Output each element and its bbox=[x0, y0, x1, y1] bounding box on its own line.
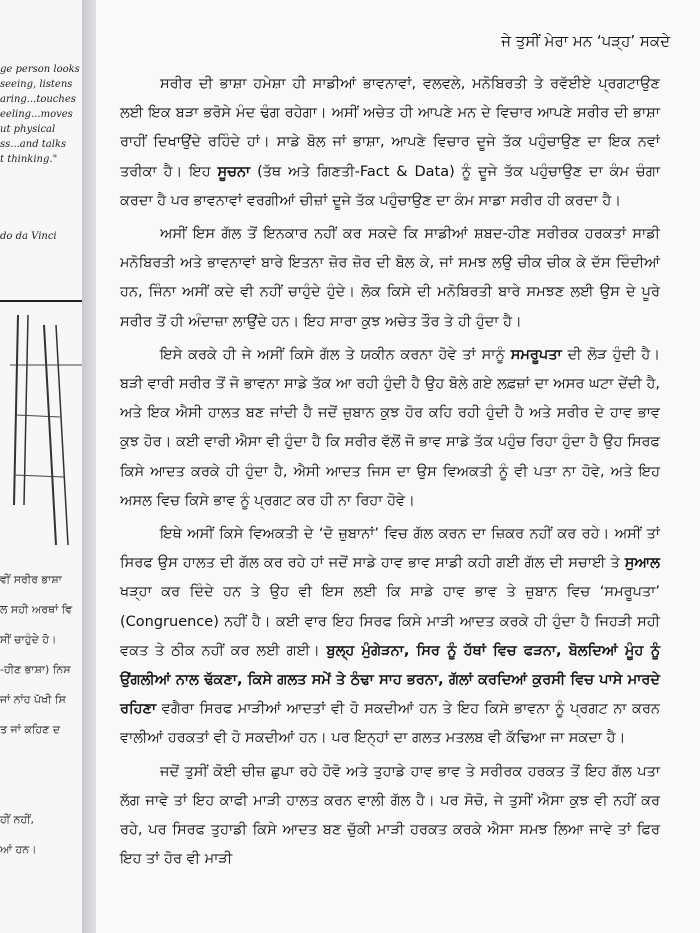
ladder-illustration bbox=[0, 305, 86, 550]
running-head: ਜੇ ਤੁਸੀਂ ਮੇਰਾ ਮਨ ‘ਪੜ੍ਹ’ ਸਕਦੇ bbox=[501, 32, 670, 50]
quote-line: t thinking." bbox=[0, 154, 58, 165]
fragment-line: ਤ ਜਾਂ ਕਹਿਣ ਦ bbox=[0, 723, 61, 736]
quote-line: ut physical bbox=[0, 124, 56, 135]
text-run: ਦੀ ਲੋੜ ਹੁੰਦੀ ਹੈ। ਬੜੀ ਵਾਰੀ ਸਰੀਰ ਤੋਂ ਜੋ ਭਾਵਨਾ ਸਾਡੇ ਤੱਕ ਆ ਰਹੀ ਹੁੰਦੀ ਹੈ ਉਹ ਬੋਲੇ ਗਏ ਲਫ਼ਜ਼ਾਂ ਦਾ ਅਸਰ ਘਟਾ ਦੇਂਦੀ ਹੈ, ਅਤੇ ਇਕ ਐਸੀ ਹਾਲਤ ਬਣ ਜਾਂਦੀ ਹੈ ਜਦੋਂ ਜ਼ੁਬਾਨ ਕੁਝ ਹੋਰ ਕਹਿ ਰਹੀ ਹੁੰਦੀ ਹੈ ਅਤੇ ਸਰੀਰ ਦੇ ਹਾਵ ਭਾਵ ਕੁਝ ਹੋਰ। ਕਈ ਵਾਰੀ ਐਸਾ ਵੀ ਹੁੰਦਾ ਹੈ ਕਿ ਸਰੀਰ ਵੱਲੋਂ ਜੋ ਭਾਵ ਸਾਡੇ ਤੱਕ ਪਹੁੰਚ ਰਿਹਾ ਹੁੰਦਾ ਹੈ ਉਹ ਸਿਰਫ ਕਿਸੇ ਆਦਤ ਕਰਕੇ ਹੀ ਹੁੰਦਾ ਹੈ, ਐਸੀ ਆਦਤ ਜਿਸ ਦਾ ਉਸ ਵਿਅਕਤੀ ਨੂੰ ਵੀ ਪਤਾ ਨਾ ਹੋਵੇ, ਅਤੇ ਇਹ ਅਸਲ ਵਿਚ ਕਿਸੇ ਭਾਵ ਨੂੰ ਪ੍ਰਗਟ ਕਰ ਹੀ ਨਾ ਰਿਹਾ ਹੋਵੇ। bbox=[120, 346, 661, 509]
quote-line: eeling...moves bbox=[0, 109, 73, 120]
text-run: ਇਸੇ ਕਰਕੇ ਹੀ ਜੇ ਅਸੀਂ ਕਿਸੇ ਗੱਲ ਤੇ ਯਕੀਨ ਕਰਨਾ ਹੋਵੇ ਤਾਂ ਸਾਨੂੰ bbox=[160, 346, 511, 363]
quote-box bbox=[0, 62, 86, 167]
fragment-line: ਆਂ ਹਨ। bbox=[0, 843, 37, 856]
fragment-line: ਹੀਂ ਨਹੀਂ, bbox=[0, 813, 34, 826]
fragment-line: ਜਾਂ ਨਾਂਹ ਪੱਖੀ ਸਿ bbox=[0, 693, 66, 706]
body-text bbox=[120, 70, 660, 878]
fragment-line: ਲ ਸਹੀ ਅਰਥਾਂ ਵਿ bbox=[0, 603, 73, 616]
emphasized-text: ਬੁਲ੍ਹ ਮੁੰਗੇੜਨਾ, ਸਿਰ ਨੂੰ ਹੱਥਾਂ ਵਿਚ ਫੜਨਾ, ਬੋਲਦਿਆਂ ਮੂੰਹ ਨੂੰ ਉਂਗਲੀਆਂ ਨਾਲ ਢੱਕਣਾ, ਕਿਸੇ ਗਲਤ ਸਮੇਂ ਤੇ ਠੰਢਾ ਸਾਹ ਭਰਨਾ, ਗੱਲਾਂ ਕਰਦਿਆਂ ਕੁਰਸੀ ਵਿਚ ਪਾਸੇ ਮਾਰਦੇ ਰਹਿਣਾ bbox=[120, 642, 660, 718]
emphasized-text: ਸੁਆਲ bbox=[624, 555, 660, 572]
text-run: ਸਰੀਰ ਦੀ ਭਾਸ਼ਾ ਹਮੇਸ਼ਾ ਹੀ ਸਾਡੀਆਂ ਭਾਵਨਾਵਾਂ, ਵਲਵਲੇ, ਮਨੋਬਿਰਤੀ ਤੇ ਰਵੱਈਏ ਪ੍ਰਗਟਾਉਣ ਲਈ ਇਕ ਬੜਾ ਭਰੋਸੇ ਮੰਦ ਢੰਗ ਰਹੇਗਾ। ਅਸੀਂ ਅਚੇਤ ਹੀ ਆਪਣੇ ਮਨ ਦੇ ਵਿਚਾਰ ਆਪਣੇ ਸਰੀਰ ਦੀ ਭਾਸ਼ਾ ਰਾਹੀਂ ਦਿਖਾਉਂਦੇ ਰਹਿੰਦੇ ਹਾਂ। ਸਾਡੇ ਬੋਲ ਜਾਂ ਭਾਸ਼ਾ, ਆਪਣੇ ਵਿਚਾਰ ਦੂਜੇ ਤੱਕ ਪਹੁੰਚਾਉਣ ਦਾ ਇਕ ਨਵਾਂ ਤਰੀਕਾ ਹੈ। ਇਹ bbox=[120, 76, 660, 180]
emphasized-text: ਸੂਚਨਾ bbox=[217, 163, 251, 180]
left-page-fragments bbox=[0, 565, 86, 865]
quote-line: ss...and talks bbox=[0, 139, 67, 150]
paragraph bbox=[120, 220, 660, 337]
fragment-line bbox=[0, 775, 86, 805]
quote-author: do da Vinci bbox=[0, 231, 57, 242]
paragraph bbox=[120, 520, 660, 754]
fragment-line bbox=[0, 745, 86, 775]
text-run: ਵਗੈਰਾ ਸਿਰਫ ਮਾੜੀਆਂ ਆਦਤਾਂ ਵੀ ਹੋ ਸਕਦੀਆਂ ਹਨ ਤੇ ਇਹ ਕਿਸੇ ਭਾਵਨਾ ਨੂੰ ਪ੍ਰਗਟ ਨਾ ਕਰਨ ਵਾਲੀਆਂ ਹਰਕਤਾਂ ਵੀ ਹੋ ਸਕਦੀਆਂ ਹਨ। ਪਰ ਇਨ੍ਹਾਂ ਦਾ ਗਲਤ ਮਤਲਬ ਵੀ ਕੱਢਿਆ ਜਾ ਸਕਦਾ ਹੈ। bbox=[120, 701, 660, 747]
quote-line: ge person looks bbox=[0, 64, 80, 75]
fragment-line: ਸੀਂ ਚਾਹੁੰਦੇ ਹੋ। bbox=[0, 633, 57, 646]
emphasized-text: ਸਮਰੂਪਤਾ bbox=[510, 346, 562, 363]
paragraph bbox=[120, 341, 660, 516]
quote-line: aring...touches bbox=[0, 94, 76, 105]
fragment-line: ਵੀਂ ਸਰੀਰ ਭਾਸ਼ਾ bbox=[0, 573, 62, 586]
paragraph bbox=[120, 758, 660, 875]
fragment-line: -ਹੀਣ ਭਾਸ਼ਾ) ਨਿਸ bbox=[0, 663, 71, 676]
left-page bbox=[0, 0, 86, 933]
text-run: ਖੜ੍ਹਾ ਕਰ ਦਿੰਦੇ ਹਨ ਤੇ ਉਹ ਵੀ ਇਸ ਲਈ ਕਿ ਸਾਡੇ ਹਾਵ ਭਾਵ ਤੇ ਜ਼ੁਬਾਨ ਵਿਚ ‘ਸਮਰੂਪਤਾ’ (Congruence) ਨਹੀਂ ਹੈ। ਕਈ ਵਾਰ ਇਹ ਸਿਰਫ ਕਿਸੇ ਮਾੜੀ ਆਦਤ ਕਰਕੇ ਹੀ ਹੁੰਦਾ ਹੈ ਜਿਹੜੀ ਸਹੀ ਵਕਤ ਤੇ ਠੀਕ ਨਹੀਂ ਕਰ ਲਈ ਗਈ। bbox=[120, 584, 660, 659]
text-run: (ਤੱਥ ਅਤੇ ਗਿਣਤੀ-Fact & Data) ਨੂੰ ਦੂਜੇ ਤੱਕ ਪਹੁੰਚਾਉਣ ਦਾ ਕੰਮ ਚੰਗਾ ਕਰਦਾ ਹੈ ਪਰ ਭਾਵਨਾਵਾਂ ਵਰਗੀਆਂ ਚੀਜ਼ਾਂ ਦੂਜੇ ਤੱਕ ਪਹੁੰਚਾਉਣ ਦਾ ਕੰਮ ਸਾਡਾ ਸਰੀਰ ਹੀ ਕਰਦਾ ਹੈ। bbox=[120, 163, 660, 209]
text-run: ਅਸੀਂ ਇਸ ਗੱਲ ਤੋਂ ਇਨਕਾਰ ਨਹੀਂ ਕਰ ਸਕਦੇ ਕਿ ਸਾਡੀਆਂ ਸ਼ਬਦ-ਹੀਣ ਸਰੀਰਕ ਹਰਕਤਾਂ ਸਾਡੀ ਮਨੋਬਿਰਤੀ ਅਤੇ ਭਾਵਨਾਵਾਂ ਬਾਰੇ ਇਤਨਾ ਜ਼ੋਰ ਜ਼ੋਰ ਦੀ ਬੋਲ ਕੇ, ਜਾਂ ਸਮਝ ਲਉ ਚੀਕ ਚੀਕ ਕੇ ਦੱਸ ਦਿੰਦੀਆਂ ਹਨ, ਜਿੰਨਾ ਅਸੀਂ ਕਦੇ ਵੀ ਨਹੀਂ ਚਾਹੁੰਦੇ ਹੁੰਦੇ। ਲੋਕ ਕਿਸੇ ਦੀ ਮਨੋਬਿਰਤੀ ਬਾਰੇ ਸਮਝਣ ਲਈ ਉਸ ਦੇ ਪੂਰੇ ਸਰੀਰ ਤੋਂ ਹੀ ਅੰਦਾਜ਼ਾ ਲਾਉਂਦੇ ਹਨ। ਇਹ ਸਾਰਾ ਕੁਝ ਅਚੇਤ ਤੌਰ ਤੇ ਹੀ ਹੁੰਦਾ ਹੈ। bbox=[120, 226, 660, 330]
text-run: ਇਥੇ ਅਸੀਂ ਕਿਸੇ ਵਿਅਕਤੀ ਦੇ ‘ਦੋ ਜ਼ੁਬਾਨਾਂ’ ਵਿਚ ਗੱਲ ਕਰਨ ਦਾ ਜ਼ਿਕਰ ਨਹੀਂ ਕਰ ਰਹੇ। ਅਸੀਂ ਤਾਂ ਸਿਰਫ ਉਸ ਹਾਲਤ ਦੀ ਗੱਲ ਕਰ ਰਹੇ ਹਾਂ ਜਦੋਂ ਸਾਡੇ ਹਾਵ ਭਾਵ ਸਾਡੀ ਕਹੀ ਗਈ ਗੱਲ ਦੀ ਸਚਾਈ ਤੇ bbox=[120, 526, 660, 572]
text-run: ਜਦੋਂ ਤੁਸੀਂ ਕੋਈ ਚੀਜ਼ ਛੁਪਾ ਰਹੇ ਹੋਵੋ ਅਤੇ ਤੁਹਾਡੇ ਹਾਵ ਭਾਵ ਤੇ ਸਰੀਰਕ ਹਰਕਤ ਤੋਂ ਇਹ ਗੱਲ ਪਤਾ ਲੱਗ ਜਾਵੇ ਤਾਂ ਇਹ ਕਾਫੀ ਮਾੜੀ ਹਾਲਤ ਕਰਨ ਵਾਲੀ ਗੱਲ ਹੈ। ਪਰ ਸੋਚੋ, ਜੇ ਤੁਸੀਂ ਐਸਾ ਕੁਝ ਵੀ ਨਹੀਂ ਕਰ ਰਹੇ, ਪਰ ਸਿਰਫ ਤੁਹਾਡੀ ਕਿਸੇ ਆਦਤ ਬਣ ਚੁੱਕੀ ਮਾੜੀ ਹਰਕਤ ਕਰਕੇ ਐਸਾ ਸਮਝ ਲਿਆ ਜਾਵੇ ਤਾਂ ਫਿਰ ਇਹ ਤਾਂ ਹੋਰ ਵੀ ਮਾੜੀ bbox=[120, 763, 660, 868]
paragraph bbox=[120, 70, 660, 216]
quote-line: seeing, listens bbox=[0, 79, 73, 90]
